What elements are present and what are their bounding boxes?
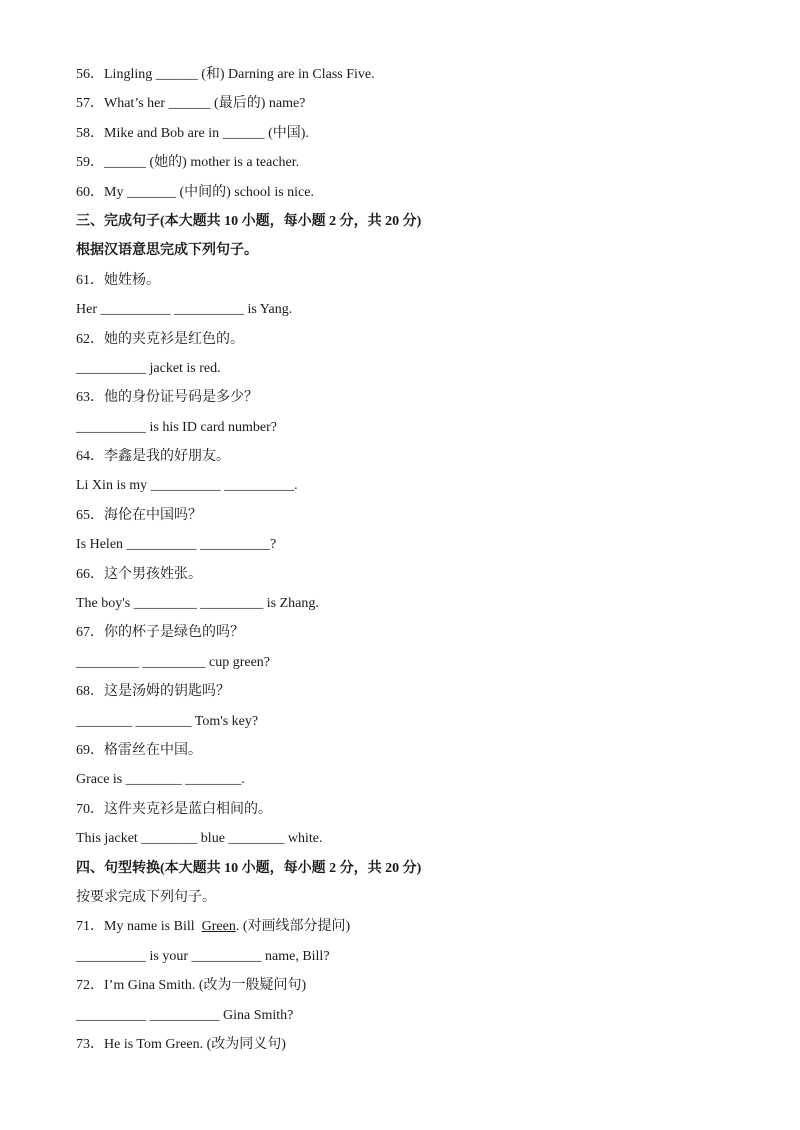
question-71-prefix: 71．My name is Bill xyxy=(76,919,202,935)
question-72: 72．I’m Gina Smith. (改为一般疑问句) xyxy=(76,978,307,994)
question-59: 59．______ (她的) mother is a teacher. xyxy=(76,155,300,171)
question-73: 73．He is Tom Green. (改为同义句) xyxy=(76,1036,286,1052)
question-67: 67．你的杯子是绿色的吗？ xyxy=(76,625,244,641)
question-66: 66．这个男孩姓张。 xyxy=(76,566,202,582)
question-70: 70．这件夹克衫是蓝白相间的。 xyxy=(76,801,272,817)
answer-line-61: Her __________ __________ is Yang. xyxy=(76,302,293,318)
answer-line-64: Li Xin is my __________ __________. xyxy=(76,478,298,494)
question-62: 62．她的夹克衫是红色的。 xyxy=(76,331,244,347)
question-57: 57．What’s her ______ (最后的) name? xyxy=(76,96,306,112)
answer-line-62: __________ jacket is red. xyxy=(76,360,221,376)
answer-line-71: __________ is your __________ name, Bill? xyxy=(76,948,330,964)
question-68: 68．这是汤姆的钥匙吗？ xyxy=(76,684,230,700)
answer-line-69: Grace is ________ ________. xyxy=(76,772,245,788)
question-56: 56．Lingling ______ (和) Darning are in Class Five. xyxy=(76,67,375,82)
answer-line-67: _________ _________ cup green? xyxy=(76,654,271,670)
question-71 xyxy=(76,912,756,941)
answer-line-72: __________ __________ Gina Smith? xyxy=(76,1007,294,1023)
question-65: 65．海伦在中国吗？ xyxy=(76,507,202,523)
question-61: 61．她姓杨。 xyxy=(76,272,160,288)
answer-line-63: __________ is his ID card number? xyxy=(76,419,278,435)
answer-line-65: Is Helen __________ __________? xyxy=(76,537,277,553)
question-71-suffix: . (对画线部分提问) xyxy=(235,919,351,935)
question-60: 60．My _______ (中间的) school is nice. xyxy=(76,184,314,200)
section-four-instruction: 按要求完成下列句子。 xyxy=(76,889,216,905)
answer-line-68: ________ ________ Tom's key? xyxy=(76,713,259,729)
question-58: 58．Mike and Bob are in ______ (中国). xyxy=(76,125,309,141)
underlined-word: Green xyxy=(201,919,236,935)
section-three-heading: 三、完成句子(本大题共 10 小题，每小题 2 分，共 20 分) xyxy=(76,213,422,229)
question-63: 63．他的身份证号码是多少？ xyxy=(76,390,258,406)
answer-line-70: This jacket ________ blue ________ white. xyxy=(76,831,323,847)
question-69: 69．格雷丝在中国。 xyxy=(76,742,202,758)
section-three-instruction: 根据汉语意思完成下列句子。 xyxy=(76,243,258,259)
section-four-heading: 四、句型转换(本大题共 10 小题，每小题 2 分，共 20 分) xyxy=(76,860,422,876)
question-64: 64．李鑫是我的好朋友。 xyxy=(76,449,230,465)
worksheet-page xyxy=(76,60,756,1059)
answer-line-66: The boy's _________ _________ is Zhang. xyxy=(76,596,319,612)
